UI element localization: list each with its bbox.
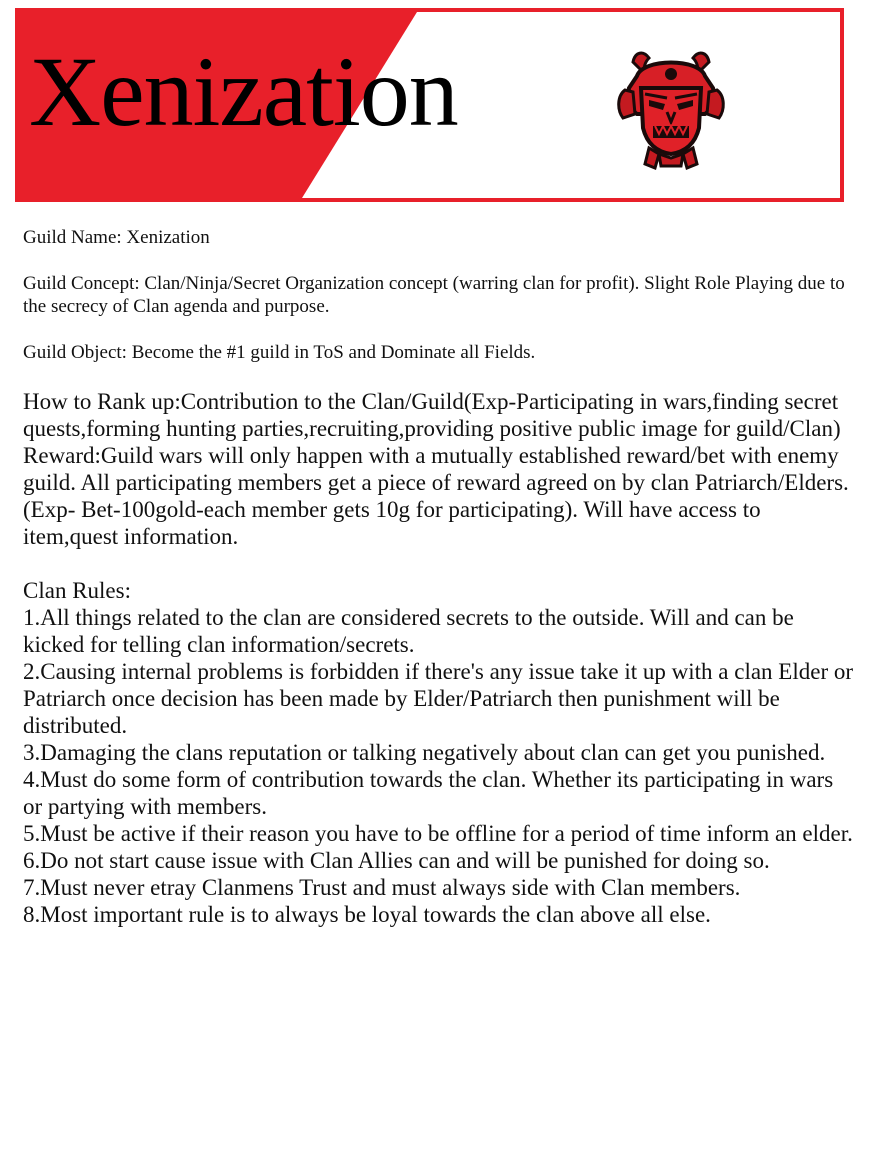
- rule-item: 5.Must be active if their reason you have to be offline for a period of time inform an elder.: [23, 821, 853, 846]
- rule-item: 3.Damaging the clans reputation or talking negatively about clan can get you punished.: [23, 740, 826, 765]
- header-banner: [15, 8, 844, 202]
- banner-title: Xenization: [29, 36, 458, 147]
- rule-item: 7.Must never etray Clanmens Trust and must always side with Clan members.: [23, 875, 741, 900]
- oni-samurai-mask-icon: [615, 48, 727, 174]
- rule-item: 2.Causing internal problems is forbidden if there's any issue take it up with a clan Elder or Patriarch once decision has been made by Elder/Patriarch then punishment will be distributed.: [23, 659, 854, 738]
- clan-rules-heading: Clan Rules:: [23, 578, 131, 603]
- rule-item: 4.Must do some form of contribution towards the clan. Whether its participating in wars or partying with members.: [23, 767, 834, 819]
- rule-item: 1.All things related to the clan are considered secrets to the outside. Will and can be kicked for telling clan information/secrets.: [23, 605, 794, 657]
- document-body: [23, 226, 858, 928]
- guild-concept-paragraph: Guild Concept: Clan/Ninja/Secret Organization concept (warring clan for profit). Slight Role Playing due to the secrecy of Clan agenda and purpose.: [23, 273, 845, 317]
- clan-rules-section: [23, 577, 858, 928]
- guild-name-line: Guild Name: Xenization: [23, 227, 210, 248]
- rule-item: 8.Most important rule is to always be loyal towards the clan above all else.: [23, 902, 711, 927]
- rank-section: [23, 388, 858, 550]
- how-to-rank-up-paragraph: How to Rank up:Contribution to the Clan/Guild(Exp-Participating in wars,finding secret quests,forming hunting parties,recruiting,providing positive public image for guild/Clan): [23, 389, 841, 441]
- reward-paragraph: Reward:Guild wars will only happen with a mutually established reward/bet with enemy guild. All participating members get a piece of reward agreed on by clan Patriarch/Elders.(Exp- Bet-100gold-each member gets 10g for participating). Will have access to item,quest information.: [23, 443, 849, 549]
- guild-object-paragraph: Guild Object: Become the #1 guild in ToS and Dominate all Fields.: [23, 342, 536, 363]
- rule-item: 6.Do not start cause issue with Clan Allies can and will be punished for doing so.: [23, 848, 770, 873]
